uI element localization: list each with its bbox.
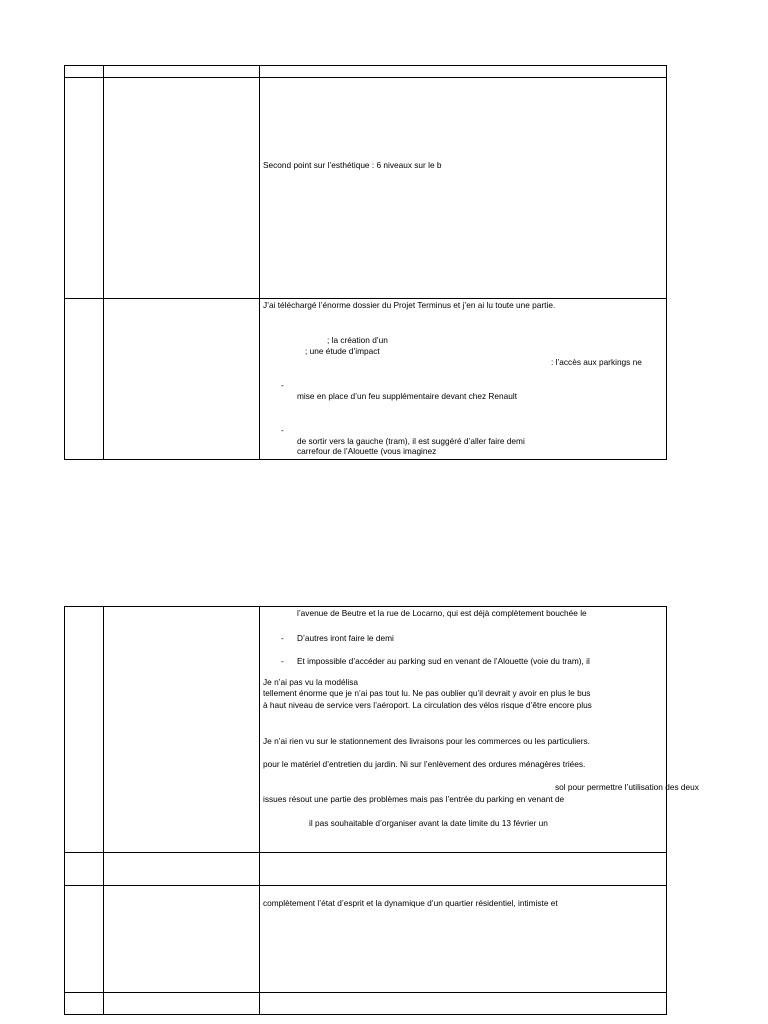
comment-text: à haut niveau de service vers l’aéroport. La circulation des vélos risque d’être encore plus [263,700,592,710]
list-item: Et impossible d’accéder au parking sud en venant de l’Alouette (voie du tram), il [297,656,590,666]
list-item: carrefour de l’Alouette (vous imaginez [297,446,437,456]
column-divider [259,66,260,77]
column-divider [103,299,104,459]
comment-text: tellement énorme que je n’ai pas tout lu. Ne pas oublier qu’il devrait y avoir en plus le bus [263,688,591,698]
column-divider [259,78,260,298]
column-divider [259,993,260,1014]
table-header-row [64,65,667,77]
column-divider [103,607,104,852]
comment-fragment: ; la création d’un [327,335,388,345]
comment-fragment: ; une étude d’impact [305,346,380,356]
list-dash: - [281,425,284,435]
comment-text: sol pour permettre l’utilisation des deux [555,782,699,792]
comment-text: pour le matériel d’entretien du jardin. Ni sur l’enlèvement des ordures ménagères triées. [263,759,586,769]
list-item: de sortir vers la gauche (tram), il est suggéré d’aller faire demi [297,436,525,446]
comment-text: Je n’ai pas vu la modélisa [263,677,359,687]
list-dash: - [281,656,284,666]
comment-text: il pas souhaitable d’organiser avant la date limite du 13 février un [309,818,548,828]
list-dash: - [281,380,284,390]
comment-text: issues résout une partie des problèmes mais pas l’entrée du parking en venant de [263,794,565,804]
column-divider [103,993,104,1014]
comment-fragment: : l’accès aux parkings ne [551,357,642,367]
column-divider [103,853,104,885]
table-row [64,298,667,460]
table-row [64,852,667,885]
table-row [64,77,667,298]
column-divider [103,78,104,298]
list-dash: - [281,633,284,643]
column-divider [259,886,260,992]
column-divider [259,607,260,852]
table-row [64,885,667,992]
comments-table-page-1 [64,65,667,460]
column-divider [259,853,260,885]
table-row [64,992,667,1015]
comment-text: complètement l’état d’esprit et la dynamique d’un quartier résidentiel, intimiste et [263,898,558,908]
list-item: D’autres iront faire le demi [297,633,394,643]
comment-text: Second point sur l’esthétique : 6 niveaux sur le b [263,160,442,170]
column-divider [103,886,104,992]
column-divider [103,66,104,77]
comment-text: l’avenue de Beutre et la rue de Locarno, qui est déjà complètement bouchée le [297,608,587,618]
column-divider [259,299,260,459]
list-item: mise en place d’un feu supplémentaire devant chez Renault [297,391,518,401]
comment-text: Je n’ai rien vu sur le stationnement des livraisons pour les commerces ou les particuliers. [263,736,590,746]
table-row [64,606,699,852]
comments-table-page-2 [64,606,699,1015]
comment-intro: J’ai téléchargé l’énorme dossier du Projet Terminus et j’en ai lu toute une partie. [263,300,556,310]
